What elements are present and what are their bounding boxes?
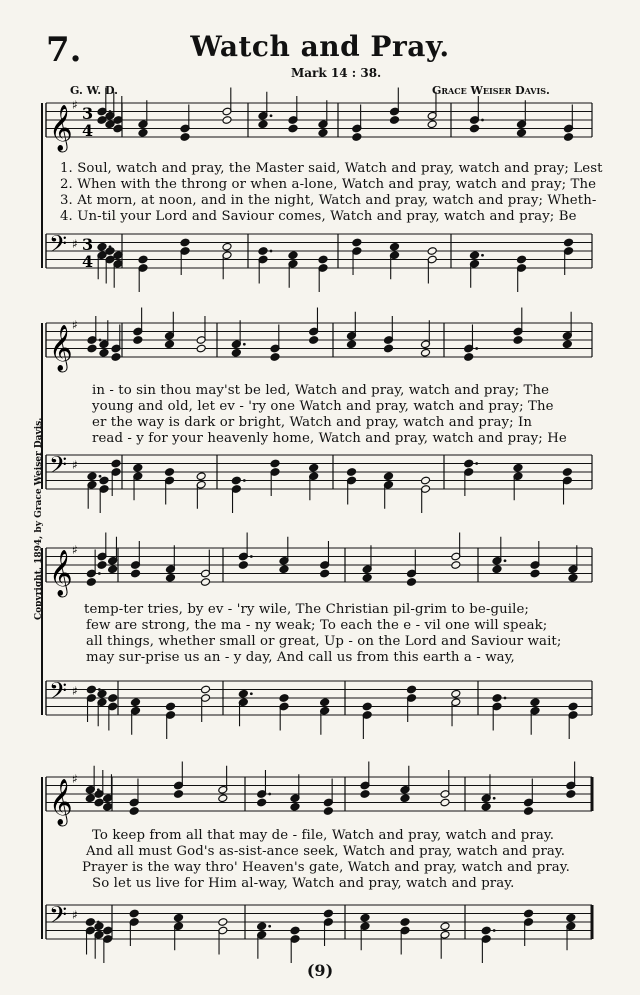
lyric-line: Prayer is the way thro' Heaven's gate, Watch and pray, watch and pray. [82,860,570,875]
treble-clef-icon: 𝄞 [49,779,73,825]
note-head [320,698,330,707]
time-signature: 3 [82,235,94,254]
note-head [513,336,523,345]
note-head [362,702,372,711]
note-head [389,116,399,125]
note-head [420,476,430,485]
lyric-line: er the way is dark or bright, Watch and pray, watch and pray; In [92,415,533,430]
dot [268,925,271,928]
note-head [270,459,280,468]
note-head [85,794,95,803]
note-head [323,807,333,816]
dot [270,250,273,253]
treble-clef-icon: 𝄞 [49,325,73,371]
note-head [108,565,118,574]
bass-clef-icon: 𝄢 [49,677,68,710]
composer-credit: G. W. D. [70,84,118,97]
note-head [218,794,228,803]
lyric-line: may sur-prise us an - y day, And call us from this earth a - way, [86,650,515,665]
note-head [200,685,210,694]
note-head [492,565,502,574]
note-head [516,255,526,264]
note-head [451,561,461,570]
note-head [420,348,430,357]
note-head [309,336,319,345]
note-head [516,128,526,137]
sharp-icon: ♯ [72,684,78,698]
note-head [290,802,300,811]
dot [250,692,253,695]
note-head [406,578,416,587]
note-head [94,798,104,807]
note-head [258,120,268,129]
lyric-line: 1. Soul, watch and pray, the Master said, Watch and pray, watch and pray; Lest [60,161,603,176]
note-head [218,918,228,927]
note-head [318,128,328,137]
note-head [164,340,174,349]
note-head [346,340,356,349]
note-head [238,561,248,570]
note-head [523,909,533,918]
note-head [196,344,206,353]
note-head [87,344,97,353]
note-head [231,348,241,357]
dot [504,559,507,562]
time-signature: 4 [82,121,94,140]
note-head [222,242,232,251]
hymn-title: Watch and Pray. [190,30,450,63]
note-head [383,472,393,481]
lyric-line: 2. When with the throng or when a-lone, Watch and pray, watch and pray; The [60,177,597,192]
note-head [481,926,491,935]
dot [98,572,101,575]
note-head [94,922,104,931]
lyric-line: 4. Un-til your Lord and Saviour comes, Watch and pray, watch and pray; Be [60,209,577,224]
lyric-line: temp-ter tries, by ev - 'ry wile, The Christian pil-grim to be-guile; [84,602,530,617]
note-head [85,918,95,927]
note-head [383,344,393,353]
note-head [138,128,148,137]
note-head [99,348,109,357]
note-head [469,124,479,133]
dot [493,929,496,932]
note-head [290,926,300,935]
note-head [469,251,479,260]
bass-clef-icon: 𝄢 [49,451,68,484]
lyric-line: read - y for your heavenly home, Watch and pray, watch and pray; He [92,431,567,446]
note-head [87,472,97,481]
note-head [440,798,450,807]
note-head [440,922,450,931]
dot [243,343,246,346]
sharp-icon: ♯ [72,543,78,557]
note-head [257,922,267,931]
lyric-line: young and old, let ev - 'ry one Watch and pray, watch and pray; The [92,399,554,414]
sharp-icon: ♯ [72,237,78,251]
note-head [270,353,280,362]
note-head [129,807,139,816]
dot [243,479,246,482]
time-signature: 4 [82,252,94,271]
note-head [97,242,107,251]
lyric-line: And all must God's as-sist-ance seek, Watch and pray, watch and pray. [86,844,566,859]
note-head [568,702,578,711]
note-head [427,247,437,256]
note-head [451,689,461,698]
note-head [279,694,289,703]
note-head [288,251,298,260]
note-head [180,238,190,247]
note-head [86,685,96,694]
note-head [97,561,107,570]
note-head [111,459,121,468]
note-head [173,913,183,922]
sharp-icon: ♯ [72,772,78,786]
note-head [492,694,502,703]
note-head [129,909,139,918]
dot [270,114,273,117]
note-head [133,336,143,345]
note-head [523,807,533,816]
note-head [427,120,437,129]
note-head [400,794,410,803]
note-head [231,476,241,485]
note-head [346,468,356,477]
lyric-line: all things, whether small or great, Up - on the Lord and Saviour wait; [86,634,562,649]
note-head [86,578,96,587]
note-head [320,569,330,578]
dot [250,555,253,558]
lyric-line: in - to sin thou may'st be led, Watch and pray, watch and pray; The [92,383,550,398]
sharp-icon: ♯ [72,318,78,332]
treble-clef-icon: 𝄞 [49,105,73,151]
note-head [200,578,210,587]
note-head [530,698,540,707]
note-head [389,242,399,251]
note-head [309,463,319,472]
note-head [173,790,183,799]
note-head [165,702,175,711]
sharp-icon: ♯ [72,98,78,112]
note-head [563,238,573,247]
note-head [111,353,121,362]
dot [475,462,478,465]
note-head [279,565,289,574]
note-head [222,116,232,125]
lyric-line: To keep from all that may de - file, Watch and pray, watch and pray. [92,828,555,843]
time-signature: 3 [82,104,94,123]
author-credit: Grace Weiser Davis. [432,84,550,97]
dot [504,697,507,700]
lyric-line: So let us live for Him al-way, Watch and pray, watch and pray. [92,876,515,891]
note-head [464,459,474,468]
note-head [400,918,410,927]
lyric-line: few are strong, the ma - ny weak; To each the e - vil one will speak; [86,618,548,633]
note-head [258,247,268,256]
bass-clef-icon: 𝄢 [49,901,68,934]
note-head [130,569,140,578]
note-head [563,133,573,142]
note-head [133,463,143,472]
note-head [238,689,248,698]
hymn-number: 7. [46,30,82,70]
note-head [196,472,206,481]
note-head [323,909,333,918]
note-head [464,353,474,362]
note-head [562,340,572,349]
note-head [180,133,190,142]
sharp-icon: ♯ [72,458,78,472]
note-head [318,255,328,264]
note-head [562,468,572,477]
dot [481,254,484,257]
note-head [103,926,113,935]
note-head [352,133,362,142]
dot [268,793,271,796]
sharp-icon: ♯ [72,908,78,922]
note-head [164,468,174,477]
bass-clef-icon: 𝄢 [49,230,68,263]
note-head [360,913,370,922]
dot [475,347,478,350]
note-head [530,569,540,578]
note-head [138,255,148,264]
note-head [362,573,372,582]
note-head [406,685,416,694]
note-head [360,790,370,799]
note-head [257,798,267,807]
note-head [568,573,578,582]
note-head [566,913,576,922]
note-head [481,802,491,811]
scripture-reference: Mark 14 : 38. [291,66,382,80]
note-head [352,238,362,247]
dot [493,797,496,800]
treble-clef-icon: 𝄞 [49,550,73,596]
dot [481,119,484,122]
copyright-notice: Copyright, 1894, by Grace Weiser Davis. [34,417,44,620]
page-number: (9) [306,961,334,980]
dot [99,475,102,478]
dot [99,339,102,342]
note-head [130,698,140,707]
note-head [288,124,298,133]
note-head [97,689,107,698]
note-head [566,790,576,799]
note-head [103,802,113,811]
note-head [108,694,118,703]
note-head [165,573,175,582]
lyric-line: 3. At morn, at noon, and in the night, Watch and pray, watch and pray; Wheth- [60,193,597,208]
note-head [513,463,523,472]
